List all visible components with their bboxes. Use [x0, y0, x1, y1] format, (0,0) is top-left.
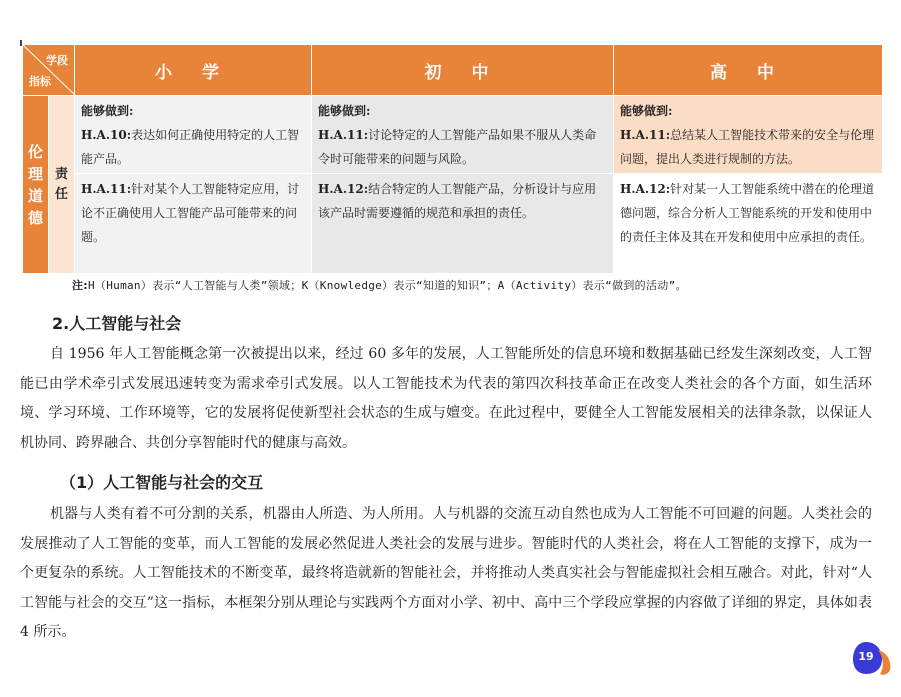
note-text: H（Human）表示“人工智能与人类”领域；K（Knowledge）表示“知道的知识”；A（Activity）表示“做到的活动”。	[88, 279, 687, 292]
subsection-title: （1）人工智能与社会的交互	[60, 473, 264, 492]
standard-code: H.A.11:	[81, 182, 132, 196]
standard-code: H.A.12:	[620, 182, 671, 196]
section-title: 2.人工智能与社会	[52, 314, 182, 333]
cell-middle-2	[312, 174, 614, 274]
cell-primary-2	[75, 174, 312, 274]
header-middle: 初 中	[312, 45, 614, 96]
standard-text: 总结某人工智能技术带来的安全与伦理问题，提出人类进行规制的方法。	[620, 128, 875, 166]
cell-primary-1	[75, 96, 312, 174]
standard-code: H.A.11:	[318, 128, 369, 142]
standard-code: H.A.11:	[620, 128, 671, 142]
page-number: 19	[858, 650, 874, 663]
table-header-row	[23, 45, 883, 96]
standard-code: H.A.10:	[81, 128, 132, 142]
header-high: 高 中	[614, 45, 883, 96]
standard-text: 结合特定的人工智能产品，分析设计与应用该产品时需要遵循的规范和承担的责任。	[318, 182, 597, 220]
subdimension-text: 责任	[54, 166, 68, 202]
corner-indicator-label: 指标	[29, 75, 51, 88]
dimension-label	[23, 96, 49, 274]
note-label: 注:	[72, 279, 88, 292]
standard-text: 表达如何正确使用特定的人工智能产品。	[81, 128, 300, 166]
table-corner-cell	[23, 45, 75, 96]
subdimension-label	[49, 96, 75, 274]
standard-text: 针对某个人工智能特定应用，讨论不正确使用人工智能产品可能带来的问题。	[81, 182, 300, 244]
cell-middle-1	[312, 96, 614, 174]
standard-text: 讨论特定的人工智能产品如果不服从人类命令时可能带来的问题与风险。	[318, 128, 597, 166]
cell-lead: 能够做到:	[620, 104, 673, 118]
table-note	[72, 277, 687, 293]
corner-stage-label: 学段	[46, 54, 68, 67]
cell-lead: 能够做到:	[318, 104, 371, 118]
cell-lead: 能够做到:	[81, 104, 134, 118]
table-row	[23, 96, 883, 174]
table-row	[23, 174, 883, 274]
dimension-text: 伦理道德	[28, 142, 44, 227]
cell-high-2	[614, 174, 883, 274]
cell-high-1	[614, 96, 883, 174]
section-paragraph: 自 1956 年人工智能概念第一次被提出以来，经过 60 多年的发展，人工智能所处的信息环境和数据基础已经发生深刻改变，人工智能已由学术牵引式发展迅速转变为需求牵引式发展。以人工智能技术为代表的第四次科技革命正在改变人类社会的各个方面，如生活环境、学习环境、工作环境等，它的发展将促使新型社会状态的生成与嬗变。在此过程中，要健全人工智能发展相关的法律条款，以保证人机协同、跨界融合、共创分享智能时代的健康与高效。	[20, 346, 872, 451]
standard-code: H.A.12:	[318, 182, 369, 196]
standard-text: 针对某一人工智能系统中潜在的伦理道德问题，综合分析人工智能系统的开发和使用中的责任主体及其在开发和使用中应承担的责任。	[620, 182, 875, 244]
standards-table	[22, 44, 883, 274]
header-primary: 小 学	[75, 45, 312, 96]
subsection-paragraph: 机器与人类有着不可分割的关系，机器由人所造、为人所用。人与机器的交流互动自然也成为人工智能不可回避的问题。人类社会的发展推动了人工智能的变革，而人工智能的发展必然促进人类社会的发展与进步。智能时代的人类社会，将在人工智能的支撑下，成为一个更复杂的系统。人工智能技术的不断变革，最终将造就新的智能社会，并将推动人类真实社会与智能虚拟社会相互融合。对此，针对“人工智能与社会的交互”这一指标，本框架分别从理论与实践两个方面对小学、初中、高中三个学段应掌握的内容做了详细的界定，具体如表 4 所示。	[20, 506, 872, 640]
